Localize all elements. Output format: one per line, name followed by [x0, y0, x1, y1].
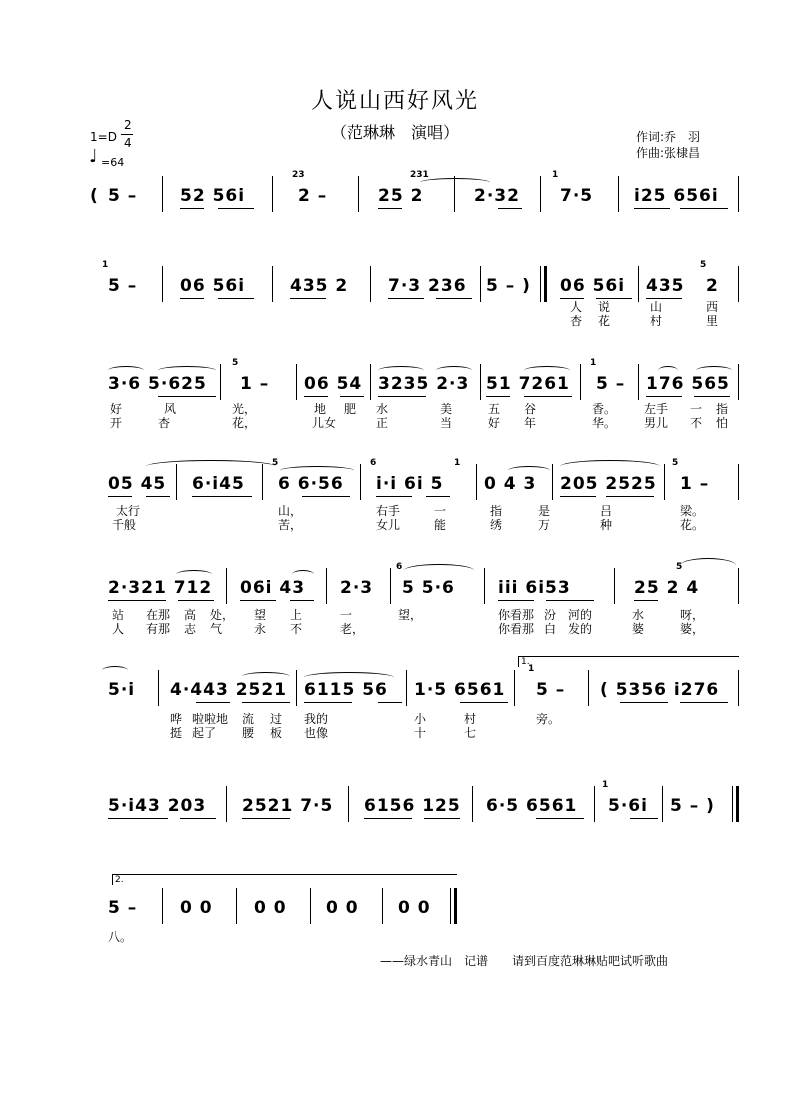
barline	[594, 786, 595, 822]
lyric: 儿女	[312, 416, 337, 430]
measure-notes: 3235 2·3	[378, 374, 470, 394]
lyric: 苦，	[278, 518, 303, 532]
barline	[162, 176, 163, 212]
lyric: 老，	[340, 622, 365, 636]
barline	[540, 176, 541, 212]
time-signature-line	[121, 134, 133, 135]
lyric: 年	[524, 416, 537, 430]
lyric: 河的	[568, 608, 593, 622]
lyric: 当	[440, 416, 453, 430]
barline	[220, 364, 221, 400]
lyric: 在那	[146, 608, 171, 622]
barline	[472, 786, 473, 822]
repeat-end-barline	[736, 786, 739, 822]
barline	[162, 888, 163, 924]
lyric: 也像	[304, 726, 329, 740]
lyric: 发的	[568, 622, 593, 636]
measure-notes: 0 0	[180, 898, 213, 918]
lyric: 万	[538, 518, 551, 532]
barline	[738, 568, 739, 604]
lyric: 左手	[644, 402, 669, 416]
lyric: 我的	[304, 712, 329, 726]
lyric: 五	[488, 402, 501, 416]
repeat-barline	[544, 266, 547, 302]
measure-notes: 1 –	[680, 474, 710, 494]
measure-notes: 7·3 236	[388, 276, 467, 296]
composer-credit: 作曲:张棣昌	[636, 146, 701, 160]
time-signature-bottom: 4	[124, 136, 132, 150]
lyric: 水	[376, 402, 389, 416]
barline	[738, 670, 739, 706]
staff-system-7: 5·i43 203 2521 7·5 6156 125 6·5 6561 1 5·6i 5 – )	[0, 782, 790, 830]
volta-bracket-2: 2.	[112, 874, 457, 885]
barline	[738, 176, 739, 212]
measure-notes: ( 5356 i276	[600, 680, 720, 700]
barline	[580, 364, 581, 400]
measure-notes: 5 –	[108, 186, 138, 206]
measure-notes: 2 –	[298, 186, 328, 206]
measure-notes: 2·321 712	[108, 578, 213, 598]
lyric: 站	[112, 608, 125, 622]
measure-notes: 25 2	[378, 186, 424, 206]
measure-notes: 6 6·56	[278, 474, 344, 494]
staff-system-5: 2·321 712 06i 43 2·3 6 5 5·6 iii 6i53 5 25 2 4 站 在那 高 处， 望 上 一 望， 你看那 汾 河的 水 呀， 人 有那 志 气 永 不 老， 你看那 白 发的 婆 婆，	[0, 564, 790, 612]
lyric: 八。	[108, 930, 133, 944]
lyric: 挺	[170, 726, 183, 740]
measure-notes: 176 565	[646, 374, 730, 394]
barline	[454, 176, 455, 212]
barline	[638, 266, 639, 302]
time-signature-top: 2	[124, 118, 132, 132]
measure-notes: 2	[706, 276, 719, 296]
lyric: 正	[376, 416, 389, 430]
lyric: 水	[632, 608, 645, 622]
lyric: 不	[290, 622, 303, 636]
barline	[406, 670, 407, 706]
lyric: 谷	[524, 402, 537, 416]
lyric: 西	[706, 300, 719, 314]
barline	[310, 888, 311, 924]
measure-notes: i25 656i	[634, 186, 719, 206]
lyric: 华。	[592, 416, 617, 430]
measure-notes: 51 7261	[486, 374, 570, 394]
lyric: 哗	[170, 712, 183, 726]
lyric: 地	[314, 402, 327, 416]
barline	[370, 266, 371, 302]
lyric: 处，	[210, 608, 235, 622]
lyric: 香。	[592, 402, 617, 416]
lyric: 美	[440, 402, 453, 416]
measure-notes: 06i 43	[240, 578, 306, 598]
measure-notes: 52 56i	[180, 186, 246, 206]
measure-notes: 06 56i	[180, 276, 246, 296]
lyric: 婆，	[680, 622, 705, 636]
barline	[272, 266, 273, 302]
lyric: 过	[270, 712, 283, 726]
lyric: 流	[242, 712, 255, 726]
lyric: 你看那	[498, 622, 535, 636]
measure-notes: 5 – )	[486, 276, 531, 296]
measure-notes: 2·32	[474, 186, 520, 206]
measure-notes: 05 45	[108, 474, 167, 494]
barline	[158, 670, 159, 706]
lyric: 腰	[242, 726, 255, 740]
barline	[382, 888, 383, 924]
lyric: 女儿	[376, 518, 401, 532]
measure-notes: 06 56i	[560, 276, 626, 296]
barline	[514, 670, 515, 706]
measure-notes: 4·443 2521	[170, 680, 288, 700]
lyric: 小	[414, 712, 427, 726]
lyric: 好	[488, 416, 501, 430]
measure-notes: 6·5 6561	[486, 796, 578, 816]
measure-notes: 5·i43 203	[108, 796, 207, 816]
barline	[450, 888, 451, 924]
measure-notes: 1 –	[240, 374, 270, 394]
barline	[326, 568, 327, 604]
measure-notes: 5·6i	[608, 796, 648, 816]
measure-notes: 5 –	[108, 898, 138, 918]
lyric: 十	[414, 726, 427, 740]
lyric: 啦啦地	[192, 712, 229, 726]
lyric: 花，	[232, 416, 257, 430]
lyric: 花。	[680, 518, 705, 532]
barline	[738, 464, 739, 500]
barline	[476, 464, 477, 500]
barline	[390, 568, 391, 604]
lyric: 村	[464, 712, 477, 726]
lyric: 开	[110, 416, 123, 430]
lyric: 起了	[192, 726, 217, 740]
lyric: 杏	[158, 416, 171, 430]
lyric: 白	[544, 622, 557, 636]
lyric: 能	[434, 518, 447, 532]
barline	[480, 364, 481, 400]
measure-notes: 7·5	[560, 186, 594, 206]
lyric: 指	[490, 504, 503, 518]
lyric: 种	[600, 518, 613, 532]
lyric: 里	[706, 314, 719, 328]
measure-notes: 5 – )	[670, 796, 715, 816]
lyric: 是	[538, 504, 551, 518]
barline	[638, 364, 639, 400]
barline	[272, 176, 273, 212]
barline	[262, 464, 263, 500]
lyric: 婆	[632, 622, 645, 636]
measure-notes: 0 0	[254, 898, 287, 918]
lyric: 山	[650, 300, 663, 314]
barline	[738, 266, 739, 302]
measure-notes: 5 –	[108, 276, 138, 296]
measure-notes: 6·i45	[192, 474, 245, 494]
measure-notes: 0 4 3	[484, 474, 537, 494]
barline	[226, 568, 227, 604]
barline	[588, 670, 589, 706]
lyric: 风	[164, 402, 177, 416]
lyric: 绣	[490, 518, 503, 532]
barline	[360, 464, 361, 500]
lyric: 说	[598, 300, 611, 314]
lyric: 高	[184, 608, 197, 622]
barline	[662, 786, 663, 822]
barline	[176, 464, 177, 500]
barline	[358, 176, 359, 212]
lyric: 一	[340, 608, 353, 622]
measure-notes: 06 54	[304, 374, 363, 394]
measure-notes: i·i 6i 5	[376, 474, 444, 494]
barline	[614, 568, 615, 604]
staff-system-3: 3·6 5·625 5 1 – 06 54 3235 2·3 51 7261 1 5 – 176 565 好 风 光， 地 肥 水 美 五 谷 香。 左手 一 指 开 杏 花， 儿女 正 当 好 年 华。 男儿 不 怕	[0, 360, 790, 408]
lyric: 旁。	[536, 712, 561, 726]
lyric: 望	[254, 608, 267, 622]
lyric: 光，	[232, 402, 257, 416]
measure-notes: 5 –	[596, 374, 626, 394]
key-signature: 1=D	[90, 130, 117, 144]
lyric: 上	[290, 608, 303, 622]
lyric: 呀，	[680, 608, 705, 622]
lyric: 人	[570, 300, 583, 314]
lyric: 肥	[344, 402, 357, 416]
lyric: 花	[598, 314, 611, 328]
lyric: 志	[184, 622, 197, 636]
barline	[236, 888, 237, 924]
staff-system-6: 5·i 4·443 2521 6115 56 1·5 6561 1. 1 5 – ( 5356 i276 哗 啦啦地 流 过 我的 小 村 旁。 挺 起了 腰 板 也像 十 七	[0, 666, 790, 714]
lyric: 有那	[146, 622, 171, 636]
lyric: 太行	[116, 504, 141, 518]
barline	[540, 266, 541, 302]
lyric: 村	[650, 314, 663, 328]
barline	[618, 176, 619, 212]
lyric: 梁。	[680, 504, 705, 518]
lyric: 人	[112, 622, 125, 636]
measure-notes: 5 5·6	[402, 578, 455, 598]
lyric: 汾	[544, 608, 557, 622]
measure-notes: 2·3	[340, 578, 374, 598]
barline	[552, 464, 553, 500]
measure-notes: 0 0	[398, 898, 431, 918]
measure-notes: 435 2	[290, 276, 349, 296]
barline	[738, 364, 739, 400]
barline	[162, 266, 163, 302]
final-barline	[454, 888, 457, 924]
lyric: 不	[690, 416, 703, 430]
open-paren: (	[90, 186, 99, 206]
lyric: 右手	[376, 504, 401, 518]
lyric: 男儿	[644, 416, 669, 430]
staff-system-8	[0, 875, 790, 944]
lyric: 望，	[398, 608, 423, 622]
tempo-mark: =64	[101, 156, 125, 169]
lyric: 永	[254, 622, 267, 636]
page-title: 人说山西好风光	[310, 89, 479, 114]
barline	[226, 786, 227, 822]
lyricist-credit: 作词:乔 羽	[636, 130, 701, 144]
lyric: 好	[110, 402, 123, 416]
transcriber-note: ——绿水青山 记谱 请到百度范琳琳贴吧试听歌曲	[380, 954, 669, 968]
measure-notes: 435	[646, 276, 685, 296]
lyric: 气	[210, 622, 223, 636]
lyric: 吕	[600, 504, 613, 518]
measure-notes: 5·i	[108, 680, 136, 700]
lyric: 一	[690, 402, 703, 416]
barline	[664, 464, 665, 500]
measure-notes: 5 –	[536, 680, 566, 700]
staff-system-1: ( 5 – 52 56i 23 2 – 231 25 2 2·32 1 7·5 i25 656i	[0, 172, 790, 220]
measure-notes: 205 2525	[560, 474, 657, 494]
measure-notes: 1·5 6561	[414, 680, 506, 700]
measure-notes: 0 0	[326, 898, 359, 918]
barline	[732, 786, 733, 822]
barline	[296, 670, 297, 706]
lyric: 你看那	[498, 608, 535, 622]
volta-bracket-1: 1.	[518, 656, 739, 667]
lyric: 板	[270, 726, 283, 740]
measure-notes: 25 2 4	[634, 578, 700, 598]
staff-system-4: 05 45 6·i45 5 6 6·56 6 1 i·i 6i 5 0 4 3 205 2525 5 1 – 太行 山， 右手 一 指 是 吕 梁。 千般 苦， 女儿 能 绣 万 种 花。	[0, 460, 790, 508]
quarter-note-icon: ♩	[89, 146, 98, 167]
page-subtitle: （范琳琳 演唱）	[330, 123, 459, 142]
staff-system-2: 1 5 – 06 56i 435 2 7·3 236 5 – ) 06 56i 435 5 2 人 说 山 西 杏 花 村 里	[0, 262, 790, 310]
lyric: 千般	[112, 518, 137, 532]
lyric: 杏	[570, 314, 583, 328]
measure-notes: 2521 7·5	[242, 796, 334, 816]
barline	[370, 364, 371, 400]
lyric: 指	[716, 402, 729, 416]
measure-notes: 6156 125	[364, 796, 461, 816]
lyric: 怕	[716, 416, 729, 430]
lyric: 七	[464, 726, 477, 740]
barline	[296, 364, 297, 400]
lyric: 山，	[278, 504, 303, 518]
barline	[484, 568, 485, 604]
measure-notes: 3·6 5·625	[108, 374, 207, 394]
measure-notes: 6115 56	[304, 680, 388, 700]
measure-notes: iii 6i53	[498, 578, 571, 598]
barline	[348, 786, 349, 822]
lyric: 一	[434, 504, 447, 518]
barline	[480, 266, 481, 302]
